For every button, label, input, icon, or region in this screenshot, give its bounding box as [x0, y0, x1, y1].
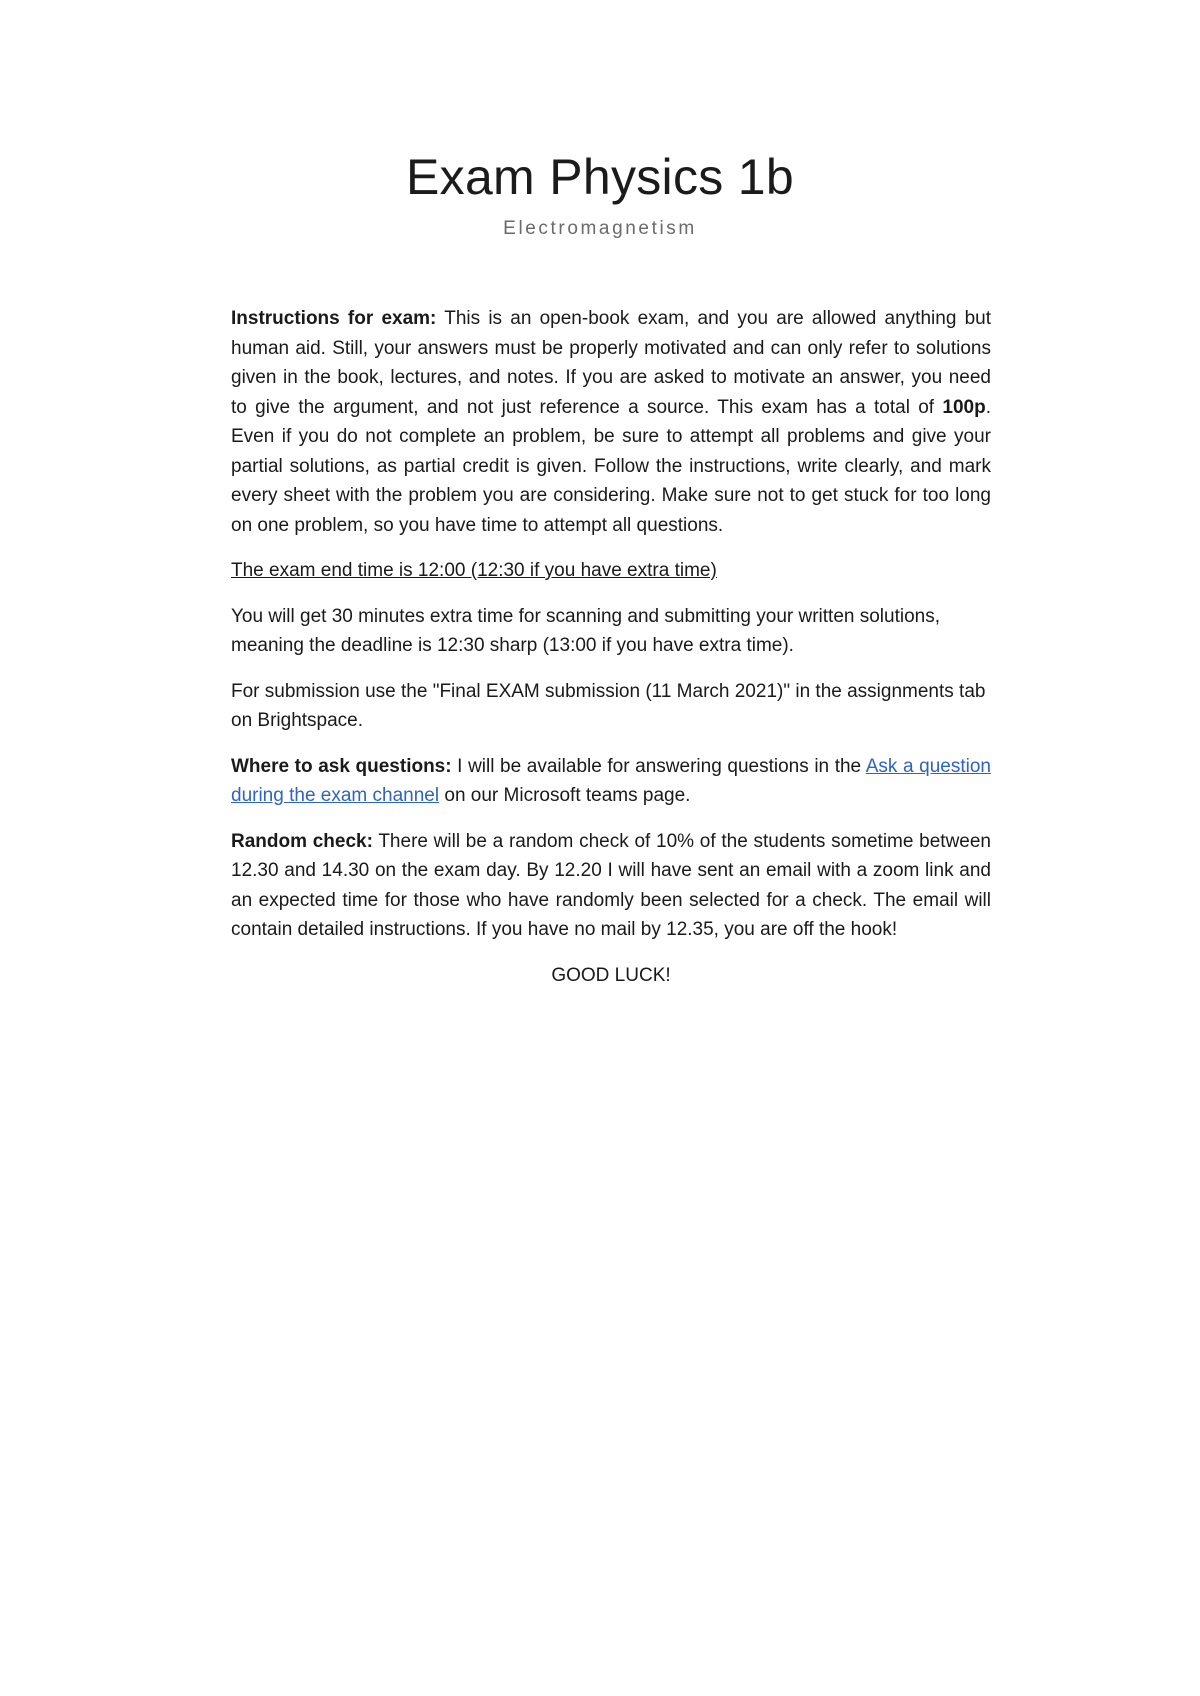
page-subtitle: Electromagnetism	[503, 218, 697, 239]
questions-paragraph	[231, 752, 991, 811]
extra-time-paragraph: You will get 30 minutes extra time for scanning and submitting your written solutions, meaning the deadline is 12:30 sharp (13:00 if you have extra time).	[231, 605, 940, 656]
submission-paragraph: For submission use the "Final EXAM submission (11 March 2021)" in the assignments tab on Brightspace.	[231, 680, 986, 731]
teams-channel-link[interactable]: Ask a question during the exam channel	[231, 755, 991, 806]
document-body	[231, 304, 991, 1006]
closing-text: GOOD LUCK!	[551, 964, 671, 986]
random-check-paragraph	[231, 827, 991, 945]
instructions-text-2: . Even if you do not complete an problem, be sure to attempt all problems and give your partial solutions, as partial credit is given. Follow the instructions, write clearly, and mark every sheet with the problem you are considering. Make sure not to get stuck for too long on one problem, so you have time to attempt all questions.	[231, 396, 991, 536]
instructions-text-1: This is an open-book exam, and you are allowed anything but human aid. Still, your answers must be properly motivated and can only refer to solutions given in the book, lectures, and notes. If you are asked to motivate an answer, you need to give the argument, and not just reference a source. This exam has a total of	[231, 308, 991, 418]
questions-text-2: on our Microsoft teams page.	[439, 785, 691, 806]
page-title: Exam Physics 1b	[406, 149, 794, 205]
total-points: 100p	[942, 396, 986, 418]
end-time-notice: The exam end time is 12:00 (12:30 if you have extra time)	[231, 560, 717, 581]
random-check-label: Random check:	[231, 830, 373, 852]
random-check-text: There will be a random check of 10% of the students sometime between 12.30 and 14.30 on the exam day. By 12.20 I will have sent an email with a zoom link and an expected time for those who have randomly been selected for a check. The email will contain detailed instructions. If you have no mail by 12.35, you are off the hook!	[231, 830, 992, 940]
questions-label: Where to ask questions:	[231, 755, 452, 777]
instructions-paragraph	[231, 304, 991, 540]
questions-text-1: I will be available for answering questions in the	[451, 755, 866, 777]
instructions-label: Instructions for exam:	[231, 308, 437, 329]
